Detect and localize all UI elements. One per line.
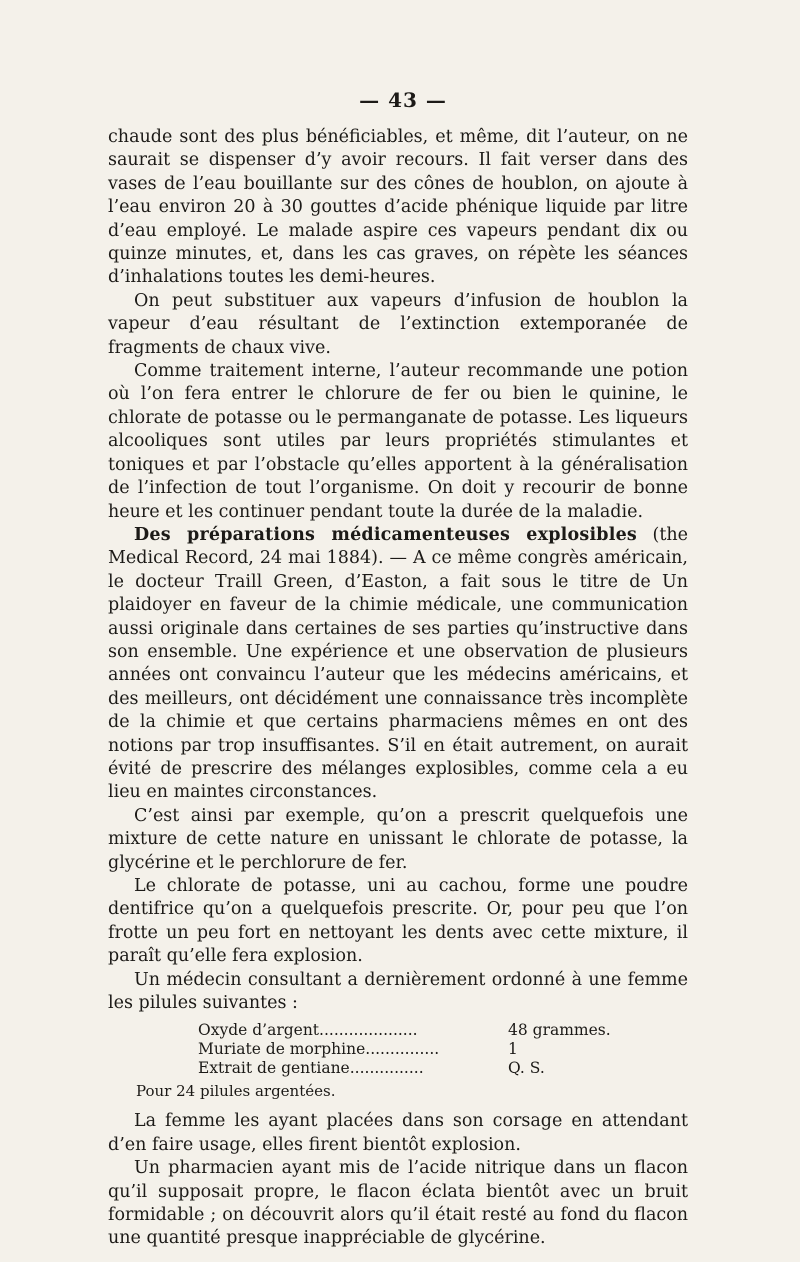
book-page	[108, 88, 688, 1251]
prescription-footer: Pour 24 pilules argentées.	[136, 1082, 336, 1101]
prescription-item: Oxyde d’argent....................	[198, 1021, 418, 1040]
prescription-item: Extrait de gentiane...............	[198, 1059, 424, 1078]
paragraph-mixture-example: C’est ainsi par exemple, qu’on a prescrit quelquefois une mixture de cette nature en unissant le chlorate de potasse, la glycérine et le perchlorure de fer.	[108, 805, 688, 873]
paragraph-nitric-acid: Un pharmacien ayant mis de l’acide nitrique dans un flacon qu’il supposait propre, le flacon éclata bientôt avec un bruit formidable ; on découvrit alors qu’il était resté au fond du flacon une quantité presque inappréciable de glycérine.	[108, 1158, 688, 1249]
page-number: — 43 —	[359, 88, 447, 112]
prescription-row	[198, 1021, 618, 1040]
paragraph-inhalation: chaude sont des plus bénéficiables, et même, dit l’auteur, on ne saurait se dispenser d’y avoir recours. Il fait verser dans des vases de l’eau bouillante sur des cônes de houblon, on ajoute à l’eau environ 20 à 30 gouttes d’acide phénique liquide par litre d’eau employé. Le malade aspire ces vapeurs pendant dix ou quinze minutes, et, dans les cas graves, on répète les séances d’inhalations toutes les demi-heures.	[108, 127, 688, 288]
paragraph-dentifrice: Le chlorate de potasse, uni au cachou, forme une poudre dentifrice qu’on a quelquefois prescrite. Or, pour peu que l’on frotte un peu fort en nettoyant les dents avec cette mixture, il paraît qu’elle fera explosion.	[108, 876, 688, 967]
prescription-block	[198, 1021, 618, 1078]
prescription-item: Muriate de morphine...............	[198, 1040, 440, 1059]
prescription-quantity: 48 grammes.	[508, 1021, 611, 1040]
paragraph-substitution: On peut substituer aux vapeurs d’infusion de houblon la vapeur d’eau résultant de l’extinction extemporanée de fragments de chaux vive.	[108, 290, 688, 358]
prescription-quantity: Q. S.	[508, 1059, 545, 1078]
prescription-row	[198, 1059, 618, 1078]
paragraph-corsage: La femme les ayant placées dans son corsage en attendant d’en faire usage, elles firent bientôt explosion.	[108, 1111, 688, 1155]
prescription-quantity: 1	[508, 1040, 518, 1059]
paragraph-internal-treatment: Comme traitement interne, l’auteur recommande une potion où l’on fera entrer le chlorure de fer ou bien le quinine, le chlorate de potasse ou le permanganate de potasse. Les liqueurs alcooliques sont utiles par leurs propriétés stimulantes et toniques et par l’obstacle qu’elles apportent à la généralisation de l’infection de tout l’organisme. On doit y recourir de bonne heure et les continuer pendant toute la durée de la maladie.	[108, 361, 688, 522]
section-body: (the Medical Record, 24 mai 1884). — A ce même congrès américain, le docteur Traill Green, d’Easton, a fait sous le titre de Un plaidoyer en faveur de la chimie médicale, une communication aussi originale dans certaines de ses parties qu’instructive dans son ensemble. Une expérience et une observation de plusieurs années ont convaincu l’auteur que les médecins américains, et des meilleurs, ont décidément une connaissance très incomplète de la chimie et que certains pharmaciens mêmes en ont des notions par trop insuffisantes. S’il en était autrement, on aurait évité de prescrire des mélanges explosibles, comme cela a eu lieu en maintes circonstances.	[108, 524, 688, 803]
paragraph-pills-intro: Un médecin consultant a dernièrement ordonné à une femme les pilules suivantes :	[108, 969, 688, 1014]
paragraph-explosive-preparations	[108, 524, 688, 805]
prescription-row	[198, 1040, 618, 1059]
section-heading: Des préparations médicamenteuses explosibles	[134, 524, 637, 545]
